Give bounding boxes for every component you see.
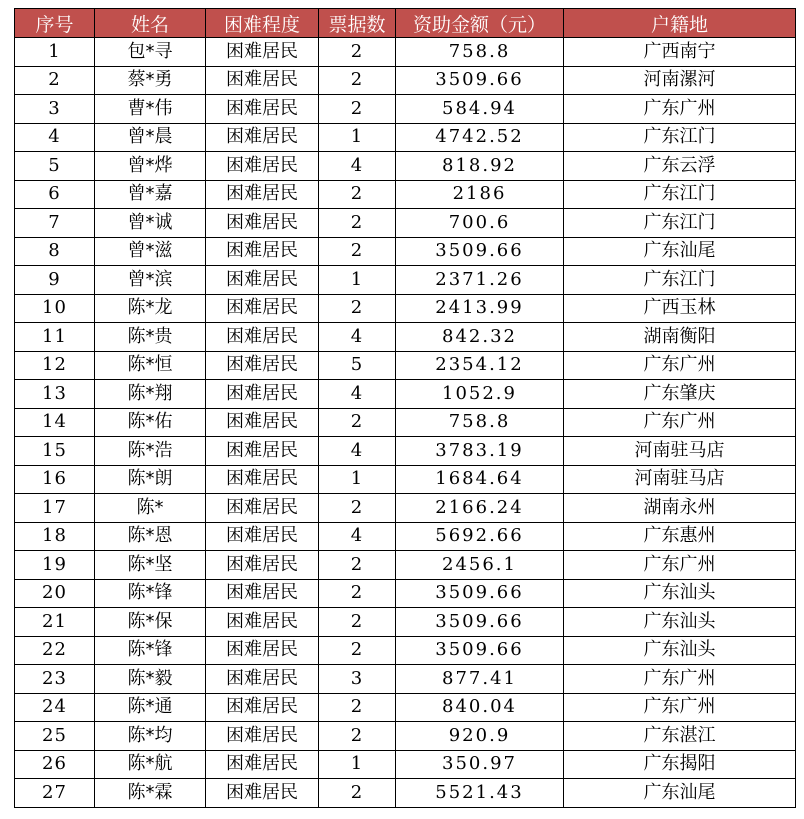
cell-index: 24	[15, 693, 95, 722]
cell-receipt-count: 2	[319, 494, 396, 523]
cell-hardship-level: 困难居民	[206, 266, 319, 295]
cell-hardship-level: 困难居民	[206, 636, 319, 665]
aid-table	[14, 8, 796, 808]
cell-index: 26	[15, 750, 95, 779]
cell-index: 13	[15, 380, 95, 409]
cell-index: 5	[15, 152, 95, 181]
table-row	[15, 408, 796, 437]
cell-household-registration: 广东广州	[564, 551, 796, 580]
table-row	[15, 237, 796, 266]
cell-receipt-count: 1	[319, 123, 396, 152]
cell-index: 2	[15, 66, 95, 95]
cell-hardship-level: 困难居民	[206, 437, 319, 466]
cell-receipt-count: 2	[319, 38, 396, 67]
cell-name: 曹*伟	[95, 95, 206, 124]
cell-name: 包*寻	[95, 38, 206, 67]
cell-household-registration: 广东肇庆	[564, 380, 796, 409]
table-row	[15, 38, 796, 67]
cell-hardship-level: 困难居民	[206, 38, 319, 67]
cell-aid-amount: 2413.99	[396, 294, 564, 323]
cell-name: 陈*毅	[95, 665, 206, 694]
cell-aid-amount: 877.41	[396, 665, 564, 694]
cell-household-registration: 广东汕头	[564, 636, 796, 665]
table-row	[15, 522, 796, 551]
cell-index: 22	[15, 636, 95, 665]
cell-name: 陈*通	[95, 693, 206, 722]
table-row	[15, 779, 796, 808]
cell-name: 陈*恩	[95, 522, 206, 551]
cell-aid-amount: 700.6	[396, 209, 564, 238]
cell-household-registration: 广东汕尾	[564, 237, 796, 266]
cell-receipt-count: 2	[319, 551, 396, 580]
cell-hardship-level: 困难居民	[206, 351, 319, 380]
cell-aid-amount: 5692.66	[396, 522, 564, 551]
cell-aid-amount: 1052.9	[396, 380, 564, 409]
cell-receipt-count: 2	[319, 408, 396, 437]
cell-aid-amount: 758.8	[396, 38, 564, 67]
cell-household-registration: 河南漯河	[564, 66, 796, 95]
table-body	[15, 38, 796, 808]
cell-index: 14	[15, 408, 95, 437]
cell-receipt-count: 4	[319, 323, 396, 352]
cell-household-registration: 广东揭阳	[564, 750, 796, 779]
cell-household-registration: 河南驻马店	[564, 437, 796, 466]
cell-hardship-level: 困难居民	[206, 237, 319, 266]
table-row	[15, 437, 796, 466]
cell-hardship-level: 困难居民	[206, 494, 319, 523]
cell-household-registration: 广东汕尾	[564, 779, 796, 808]
cell-receipt-count: 2	[319, 579, 396, 608]
cell-aid-amount: 758.8	[396, 408, 564, 437]
cell-name: 曾*晨	[95, 123, 206, 152]
cell-hardship-level: 困难居民	[206, 323, 319, 352]
cell-receipt-count: 2	[319, 294, 396, 323]
table-row	[15, 551, 796, 580]
header-name: 姓名	[95, 9, 206, 38]
cell-household-registration: 湖南衡阳	[564, 323, 796, 352]
cell-index: 17	[15, 494, 95, 523]
cell-hardship-level: 困难居民	[206, 665, 319, 694]
cell-receipt-count: 1	[319, 750, 396, 779]
cell-hardship-level: 困难居民	[206, 579, 319, 608]
cell-hardship-level: 困难居民	[206, 95, 319, 124]
cell-aid-amount: 840.04	[396, 693, 564, 722]
cell-index: 7	[15, 209, 95, 238]
table-row	[15, 380, 796, 409]
cell-receipt-count: 2	[319, 636, 396, 665]
cell-index: 10	[15, 294, 95, 323]
cell-household-registration: 广东江门	[564, 266, 796, 295]
cell-index: 19	[15, 551, 95, 580]
cell-aid-amount: 584.94	[396, 95, 564, 124]
cell-index: 4	[15, 123, 95, 152]
cell-index: 6	[15, 180, 95, 209]
cell-household-registration: 广东湛江	[564, 722, 796, 751]
cell-household-registration: 广东广州	[564, 408, 796, 437]
cell-index: 20	[15, 579, 95, 608]
cell-name: 陈*航	[95, 750, 206, 779]
cell-household-registration: 广东广州	[564, 95, 796, 124]
cell-index: 9	[15, 266, 95, 295]
table-row	[15, 95, 796, 124]
table-row	[15, 465, 796, 494]
cell-name: 曾*滨	[95, 266, 206, 295]
table-row	[15, 180, 796, 209]
cell-receipt-count: 4	[319, 380, 396, 409]
cell-name: 陈*龙	[95, 294, 206, 323]
cell-household-registration: 广东江门	[564, 209, 796, 238]
cell-household-registration: 广东惠州	[564, 522, 796, 551]
cell-hardship-level: 困难居民	[206, 152, 319, 181]
cell-household-registration: 广东广州	[564, 665, 796, 694]
table-row	[15, 294, 796, 323]
table-row	[15, 665, 796, 694]
cell-receipt-count: 2	[319, 180, 396, 209]
header-aid-amount: 资助金额（元）	[396, 9, 564, 38]
cell-receipt-count: 5	[319, 351, 396, 380]
cell-index: 16	[15, 465, 95, 494]
cell-hardship-level: 困难居民	[206, 608, 319, 637]
table-row	[15, 209, 796, 238]
cell-household-registration: 广东江门	[564, 123, 796, 152]
cell-aid-amount: 1684.64	[396, 465, 564, 494]
cell-index: 8	[15, 237, 95, 266]
cell-hardship-level: 困难居民	[206, 294, 319, 323]
table-row	[15, 152, 796, 181]
cell-name: 陈*浩	[95, 437, 206, 466]
cell-name: 陈*	[95, 494, 206, 523]
cell-receipt-count: 2	[319, 608, 396, 637]
table-row	[15, 636, 796, 665]
cell-receipt-count: 2	[319, 209, 396, 238]
cell-index: 12	[15, 351, 95, 380]
table-row	[15, 266, 796, 295]
cell-hardship-level: 困难居民	[206, 693, 319, 722]
table-row	[15, 494, 796, 523]
cell-receipt-count: 1	[319, 465, 396, 494]
cell-name: 陈*均	[95, 722, 206, 751]
cell-index: 27	[15, 779, 95, 808]
cell-aid-amount: 842.32	[396, 323, 564, 352]
cell-index: 3	[15, 95, 95, 124]
cell-household-registration: 广西玉林	[564, 294, 796, 323]
cell-hardship-level: 困难居民	[206, 180, 319, 209]
cell-aid-amount: 5521.43	[396, 779, 564, 808]
cell-hardship-level: 困难居民	[206, 750, 319, 779]
cell-name: 陈*贵	[95, 323, 206, 352]
table-row	[15, 123, 796, 152]
table-row	[15, 579, 796, 608]
cell-aid-amount: 3509.66	[396, 66, 564, 95]
cell-index: 15	[15, 437, 95, 466]
cell-hardship-level: 困难居民	[206, 465, 319, 494]
cell-name: 陈*坚	[95, 551, 206, 580]
cell-aid-amount: 2371.26	[396, 266, 564, 295]
cell-household-registration: 广东云浮	[564, 152, 796, 181]
cell-hardship-level: 困难居民	[206, 722, 319, 751]
cell-name: 曾*滋	[95, 237, 206, 266]
table-header-row	[15, 9, 796, 38]
cell-name: 陈*保	[95, 608, 206, 637]
table-row	[15, 351, 796, 380]
cell-household-registration: 广东广州	[564, 351, 796, 380]
cell-household-registration: 广东汕头	[564, 608, 796, 637]
cell-household-registration: 广西南宁	[564, 38, 796, 67]
cell-name: 曾*烨	[95, 152, 206, 181]
table-row	[15, 608, 796, 637]
cell-hardship-level: 困难居民	[206, 66, 319, 95]
cell-hardship-level: 困难居民	[206, 380, 319, 409]
cell-name: 陈*翔	[95, 380, 206, 409]
cell-aid-amount: 3509.66	[396, 237, 564, 266]
cell-hardship-level: 困难居民	[206, 522, 319, 551]
cell-aid-amount: 3509.66	[396, 608, 564, 637]
cell-name: 陈*锋	[95, 636, 206, 665]
cell-name: 陈*锋	[95, 579, 206, 608]
cell-receipt-count: 2	[319, 779, 396, 808]
cell-hardship-level: 困难居民	[206, 551, 319, 580]
cell-index: 25	[15, 722, 95, 751]
cell-household-registration: 广东汕头	[564, 579, 796, 608]
cell-household-registration: 广东江门	[564, 180, 796, 209]
cell-receipt-count: 4	[319, 522, 396, 551]
cell-aid-amount: 818.92	[396, 152, 564, 181]
cell-receipt-count: 3	[319, 665, 396, 694]
cell-name: 陈*朗	[95, 465, 206, 494]
cell-receipt-count: 1	[319, 266, 396, 295]
cell-aid-amount: 3509.66	[396, 579, 564, 608]
cell-index: 11	[15, 323, 95, 352]
header-receipt-count: 票据数	[319, 9, 396, 38]
cell-name: 曾*嘉	[95, 180, 206, 209]
cell-aid-amount: 2186	[396, 180, 564, 209]
cell-household-registration: 湖南永州	[564, 494, 796, 523]
cell-receipt-count: 2	[319, 237, 396, 266]
cell-receipt-count: 2	[319, 722, 396, 751]
cell-aid-amount: 2354.12	[396, 351, 564, 380]
cell-receipt-count: 2	[319, 66, 396, 95]
cell-receipt-count: 2	[319, 95, 396, 124]
cell-index: 1	[15, 38, 95, 67]
header-index: 序号	[15, 9, 95, 38]
cell-index: 18	[15, 522, 95, 551]
cell-index: 21	[15, 608, 95, 637]
cell-receipt-count: 4	[319, 437, 396, 466]
table-row	[15, 323, 796, 352]
cell-name: 陈*霖	[95, 779, 206, 808]
table-row	[15, 66, 796, 95]
cell-hardship-level: 困难居民	[206, 209, 319, 238]
cell-aid-amount: 350.97	[396, 750, 564, 779]
cell-index: 23	[15, 665, 95, 694]
cell-household-registration: 河南驻马店	[564, 465, 796, 494]
table-row	[15, 693, 796, 722]
cell-hardship-level: 困难居民	[206, 408, 319, 437]
header-household-registration: 户籍地	[564, 9, 796, 38]
cell-household-registration: 广东广州	[564, 693, 796, 722]
cell-hardship-level: 困难居民	[206, 123, 319, 152]
table-row	[15, 722, 796, 751]
cell-aid-amount: 3783.19	[396, 437, 564, 466]
cell-receipt-count: 2	[319, 693, 396, 722]
table-row	[15, 750, 796, 779]
cell-aid-amount: 3509.66	[396, 636, 564, 665]
cell-aid-amount: 4742.52	[396, 123, 564, 152]
cell-hardship-level: 困难居民	[206, 779, 319, 808]
cell-name: 陈*恒	[95, 351, 206, 380]
header-hardship-level: 困难程度	[206, 9, 319, 38]
cell-aid-amount: 2456.1	[396, 551, 564, 580]
cell-aid-amount: 2166.24	[396, 494, 564, 523]
cell-name: 曾*诚	[95, 209, 206, 238]
cell-receipt-count: 4	[319, 152, 396, 181]
cell-aid-amount: 920.9	[396, 722, 564, 751]
cell-name: 陈*佑	[95, 408, 206, 437]
cell-name: 蔡*勇	[95, 66, 206, 95]
